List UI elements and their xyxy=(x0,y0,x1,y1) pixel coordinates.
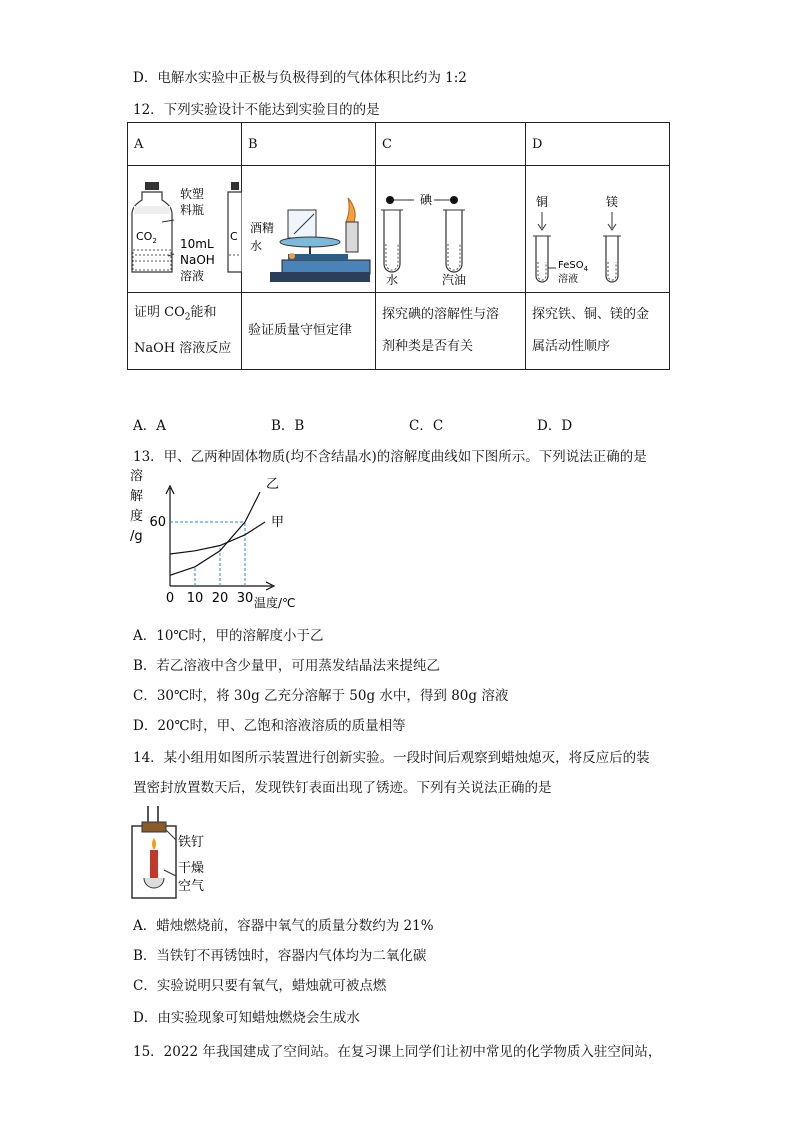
figure-d-cell xyxy=(526,166,670,293)
q14-stem-line2: 置密封放置数天后，发现铁钉表面出现了锈迹。下列有关说法正确的是 xyxy=(133,780,552,796)
figure-c-cell xyxy=(376,166,526,293)
q14-option-a: A．蜡烛燃烧前，容器中氧气的质量分数约为 21% xyxy=(133,918,434,934)
svg-text:FeSO4: FeSO$_4$ xyxy=(558,260,589,273)
x-tick-0: 0 xyxy=(165,591,175,606)
q13-option-c: C．30℃时，将 30g 乙充分溶解于 50g 水中，得到 80g 溶液 xyxy=(133,688,509,704)
q14-option-b: B．当铁钉不再锈蚀时，容器内气体均为二氧化碳 xyxy=(133,948,427,964)
solubility-chart xyxy=(128,466,328,614)
q12-options xyxy=(133,414,653,432)
q13-option-b: B．若乙溶液中含少量甲，可用蒸发结晶法来提纯乙 xyxy=(133,658,440,674)
svg-text:料瓶: 料瓶 xyxy=(180,203,205,217)
y-tick-60: 60 xyxy=(149,515,166,530)
q12-table xyxy=(127,122,670,370)
series-label-2: 甲 xyxy=(271,515,285,530)
svg-text:溶液: 溶液 xyxy=(180,269,205,283)
svg-text:碘: 碘 xyxy=(420,193,433,207)
figure-a-cell xyxy=(128,166,242,293)
q14-stem-line1: 14．某小组用如图所示装置进行创新实验。一段时间后观察到蜡烛熄灭，将反应后的装 xyxy=(133,750,650,766)
q14-apparatus xyxy=(130,800,230,900)
svg-text:溶液: 溶液 xyxy=(558,274,578,285)
figure-b-balance xyxy=(242,166,376,288)
x-tick-30: 30 xyxy=(236,591,254,606)
svg-text:软塑: 软塑 xyxy=(180,187,205,201)
y-axis-label-3: 度 xyxy=(130,509,144,524)
svg-text:铜: 铜 xyxy=(536,195,549,209)
dry-air-label-1: 干燥 xyxy=(178,861,205,876)
q11-option-d: D．电解水实验中正极与负极得到的气体体积比约为 1:2 xyxy=(133,70,467,86)
desc-d: 探究铁、铜、镁的金 属活动性顺序 xyxy=(526,293,670,370)
stopper xyxy=(142,822,166,832)
desc-c: 探究碘的溶解性与溶 剂种类是否有关 xyxy=(376,293,526,370)
svg-text:水: 水 xyxy=(250,239,263,253)
desc-b: 验证质量守恒定律 xyxy=(242,293,376,370)
svg-text:10mL: 10mL xyxy=(180,237,214,251)
nail-label: 铁钉 xyxy=(178,835,205,850)
figure-a-bottle xyxy=(128,166,242,288)
header-c: C xyxy=(376,123,526,166)
svg-text:汽油: 汽油 xyxy=(442,273,467,287)
figure-c-test-tubes xyxy=(376,166,526,288)
dry-air-label-2: 空气 xyxy=(178,879,205,894)
series-label-1: 乙 xyxy=(266,477,280,493)
desc-a: 证明 $CO_2$能和 NaOH 溶液反应 xyxy=(128,293,242,370)
svg-text:CO2: $CO_2$ xyxy=(136,230,157,245)
svg-text:镁: 镁 xyxy=(606,195,619,209)
y-axis-label-4: /g xyxy=(130,529,143,544)
y-axis-label-2: 解 xyxy=(130,489,144,504)
figure-d-test-tubes xyxy=(526,166,670,288)
svg-text:酒精: 酒精 xyxy=(250,221,275,235)
q12-option-d: D．D xyxy=(537,418,573,434)
q14-option-c: C．实验说明只要有氧气，蜡烛就可被点燃 xyxy=(133,978,387,994)
q13-stem: 13．甲、乙两种固体物质(均不含结晶水)的溶解度曲线如下图所示。下列说法正确的是 xyxy=(133,449,647,465)
header-a: A xyxy=(128,123,242,166)
q12-option-b: B．B xyxy=(271,418,305,434)
q12-stem: 12．下列实验设计不能达到实验目的的是 xyxy=(133,102,380,118)
q14-option-d: D．由实验现象可知蜡烛燃烧会生成水 xyxy=(133,1010,360,1026)
x-tick-10: 10 xyxy=(186,591,204,606)
q13-option-a: A．10℃时，甲的溶解度小于乙 xyxy=(133,628,324,644)
header-d: D xyxy=(526,123,670,166)
svg-text:水: 水 xyxy=(386,273,399,287)
candle-body xyxy=(150,850,158,878)
q13-option-d: D．20℃时，甲、乙饱和溶液溶质的质量相等 xyxy=(133,718,406,734)
svg-text:C: C xyxy=(230,230,238,243)
figure-b-cell xyxy=(242,166,376,293)
svg-text:NaOH: NaOH xyxy=(180,253,215,267)
x-axis-label: 温度/℃ xyxy=(254,596,296,610)
y-axis-label-1: 溶 xyxy=(130,469,144,484)
header-b: B xyxy=(242,123,376,166)
q12-option-a: A．A xyxy=(133,418,166,434)
q15-stem: 15．2022 年我国建成了空间站。在复习课上同学们让初中常见的化学物质入驻空间站， xyxy=(133,1044,662,1060)
q12-option-c: C．C xyxy=(409,418,444,434)
x-tick-20: 20 xyxy=(211,591,229,606)
series-line-2 xyxy=(170,522,265,554)
